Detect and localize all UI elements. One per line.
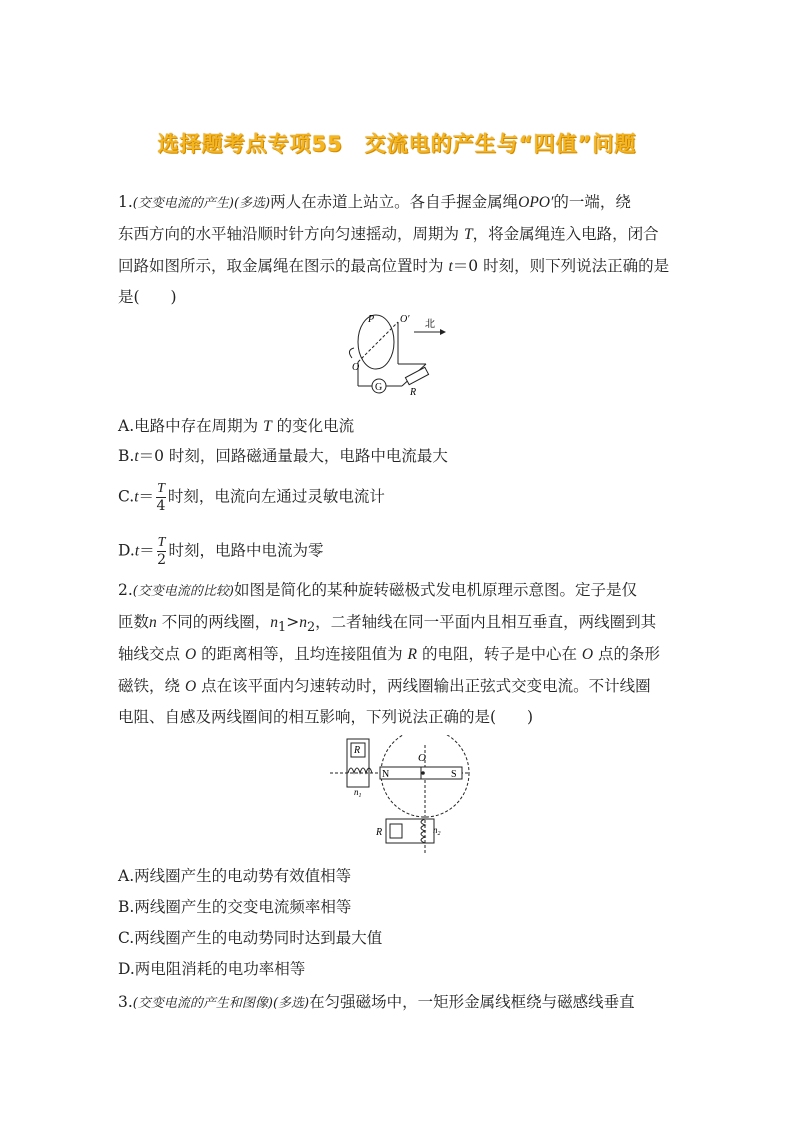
coil-n1-R: R: [354, 745, 361, 756]
q1-text: 东西方向的水平轴沿顺时针方向匀速摇动，周期为: [118, 225, 460, 243]
q1-option-d-t: t: [134, 542, 140, 560]
q2-number: 2.: [118, 581, 133, 599]
q1-option-d-fraction: [157, 535, 167, 568]
q2-text: 如图是简化的某种旋转磁极式发电机原理示意图。定子是仅: [233, 581, 637, 599]
q2-O: O: [581, 646, 594, 663]
page-title: 选择题考点专项55 交流电的产生与“四值”问题: [157, 132, 637, 156]
q1-option-c: [118, 481, 385, 514]
q2-line-2: [118, 612, 656, 638]
magnet-S: S: [451, 769, 457, 780]
q1-option-d: [118, 535, 323, 568]
q2-n2-sub: 2: [306, 620, 316, 636]
label-O-prime: O′: [400, 314, 410, 325]
north-arrow-head: [440, 329, 446, 335]
magnet-N: N: [382, 769, 390, 780]
fraction-numerator: T: [157, 481, 165, 496]
coil-n2-sub: 2: [437, 831, 441, 837]
q2-n: n: [149, 614, 157, 631]
q2-text: 不同的两线圈，: [161, 613, 271, 631]
label-north: 北: [425, 319, 435, 330]
q1-option-d-eq: ＝: [139, 541, 155, 560]
q1-text: 回路如图所示，取金属绳在图示的最高位置时为: [118, 257, 444, 275]
q2-option-b: B.两线圈产生的交变电流频率相等: [118, 898, 352, 916]
coil-n2-R: R: [376, 827, 383, 838]
fraction-denominator: 2: [157, 552, 166, 568]
q1-text: ，将金属绳连入电路，闭合: [472, 225, 659, 243]
fraction-numerator: T: [157, 535, 166, 550]
q3-text: 在匀强磁场中，一矩形金属线框绕与磁感线垂直: [309, 993, 635, 1011]
q2-option-c: C.两线圈产生的电动势同时达到最大值: [118, 929, 383, 947]
q1-option-a-text-2: 的变化电流: [276, 417, 355, 435]
q2-n2: n: [299, 614, 307, 631]
q1-option-d-text: 时刻，电路中电流为零: [168, 541, 324, 560]
q3-line-1: [118, 992, 635, 1014]
q2-line-3: [118, 644, 660, 665]
q1-rope: OPO′: [518, 194, 554, 211]
coil-n1-sub: 1: [358, 793, 362, 799]
coil-n2-n: n: [433, 825, 438, 835]
q1-option-c-t: t: [134, 488, 139, 506]
coil-n1-windings: [348, 768, 372, 773]
label-P: P: [368, 314, 375, 325]
q1-option-a: [118, 416, 354, 437]
q2-line-5: 电阻、自感及两线圈间的相互影响，下列说法正确的是( ): [118, 708, 534, 726]
q1-option-c-eq: ＝: [138, 487, 155, 506]
q2-text: 的电阻，转子是中心在: [421, 645, 577, 663]
galvanometer-label: G: [375, 382, 383, 393]
q1-option-a-period: T: [263, 418, 272, 435]
q1-line-1: [118, 192, 631, 214]
q1-line-2: [118, 224, 659, 245]
q1-text: 时刻，则下列说法正确的是: [483, 257, 670, 275]
coil-n2-resistor: [390, 824, 402, 838]
q2-text: 匝数: [118, 613, 150, 631]
q1-figure: [330, 310, 470, 402]
q2-option-d: D.两电阻消耗的电功率相等: [118, 960, 306, 978]
q1-multi: (多选): [233, 196, 271, 211]
rope-ellipse: [358, 315, 394, 369]
q1-option-c-fraction: [156, 481, 166, 514]
q2-text: 的距离相等，且均连接阻值为: [201, 645, 403, 663]
q1-line-3: [118, 256, 669, 277]
coil-n2-windings: [421, 819, 425, 843]
label-O: O: [418, 752, 426, 764]
q2-n1: n: [270, 614, 278, 631]
q2-text: 磁铁，绕: [118, 677, 181, 695]
fraction-denominator: 4: [156, 498, 166, 514]
q1-option-b-label: B.: [118, 447, 135, 465]
rotor-center: [421, 771, 425, 775]
q1-option-b: [118, 446, 448, 467]
q2-option-a: A.两线圈产生的电动势有效值相等: [118, 867, 352, 885]
q1-option-b-t: t: [134, 448, 139, 465]
q2-O: O: [184, 678, 197, 695]
q2-text: 轴线交点: [118, 645, 181, 663]
q1-period: T: [463, 226, 473, 243]
q2-text: ，二者轴线在同一平面内且相互垂直，两线圈到其: [315, 613, 657, 631]
q1-line-4: 是( ): [118, 288, 177, 306]
q2-figure: [330, 735, 480, 857]
q2-text: 点在该平面内匀速转动时，两线圈输出正弦式交变电流。不计线圈: [201, 677, 651, 695]
q3-multi: (多选): [272, 996, 310, 1011]
q2-R: R: [407, 646, 418, 663]
q1-eq: ＝0: [452, 257, 479, 275]
q2-n1-sub: 1: [277, 620, 287, 636]
q1-number: 1.: [118, 193, 133, 211]
q2-gt: >: [286, 613, 300, 631]
q1-option-c-label: C.: [118, 487, 135, 506]
q1-option-d-label: D.: [118, 541, 135, 560]
resistor: [405, 367, 428, 384]
q2-line-1: [118, 580, 637, 602]
coil-n1-label: [354, 787, 362, 799]
q2-text: 点的条形: [598, 645, 661, 663]
q1-option-a-text: A.电路中存在周期为: [118, 417, 259, 435]
q2-O: O: [184, 646, 197, 663]
q1-text: 两人在赤道上站立。各自手握金属绳: [270, 193, 519, 211]
coil-n1-n: n: [354, 787, 359, 797]
q2-tag: (交变电流的比较): [132, 584, 234, 599]
label-R: R: [410, 387, 417, 398]
q1-tag: (交变电流的产生): [132, 196, 234, 211]
q1-option-b-text: ＝0 时刻，回路磁通量最大，电路中电流最大: [138, 447, 448, 465]
q1-t-var: t: [448, 258, 453, 275]
label-O: O: [352, 362, 360, 373]
q1-text: 的一端，绕: [553, 193, 631, 211]
rope-axis: [358, 322, 398, 362]
q3-tag: (交变电流的产生和图像): [132, 996, 273, 1011]
q2-line-4: [118, 676, 651, 697]
q1-option-c-text: 时刻，电流向左通过灵敏电流计: [167, 487, 385, 506]
rotation-arrow: [349, 348, 354, 358]
q3-number: 3.: [118, 993, 133, 1011]
